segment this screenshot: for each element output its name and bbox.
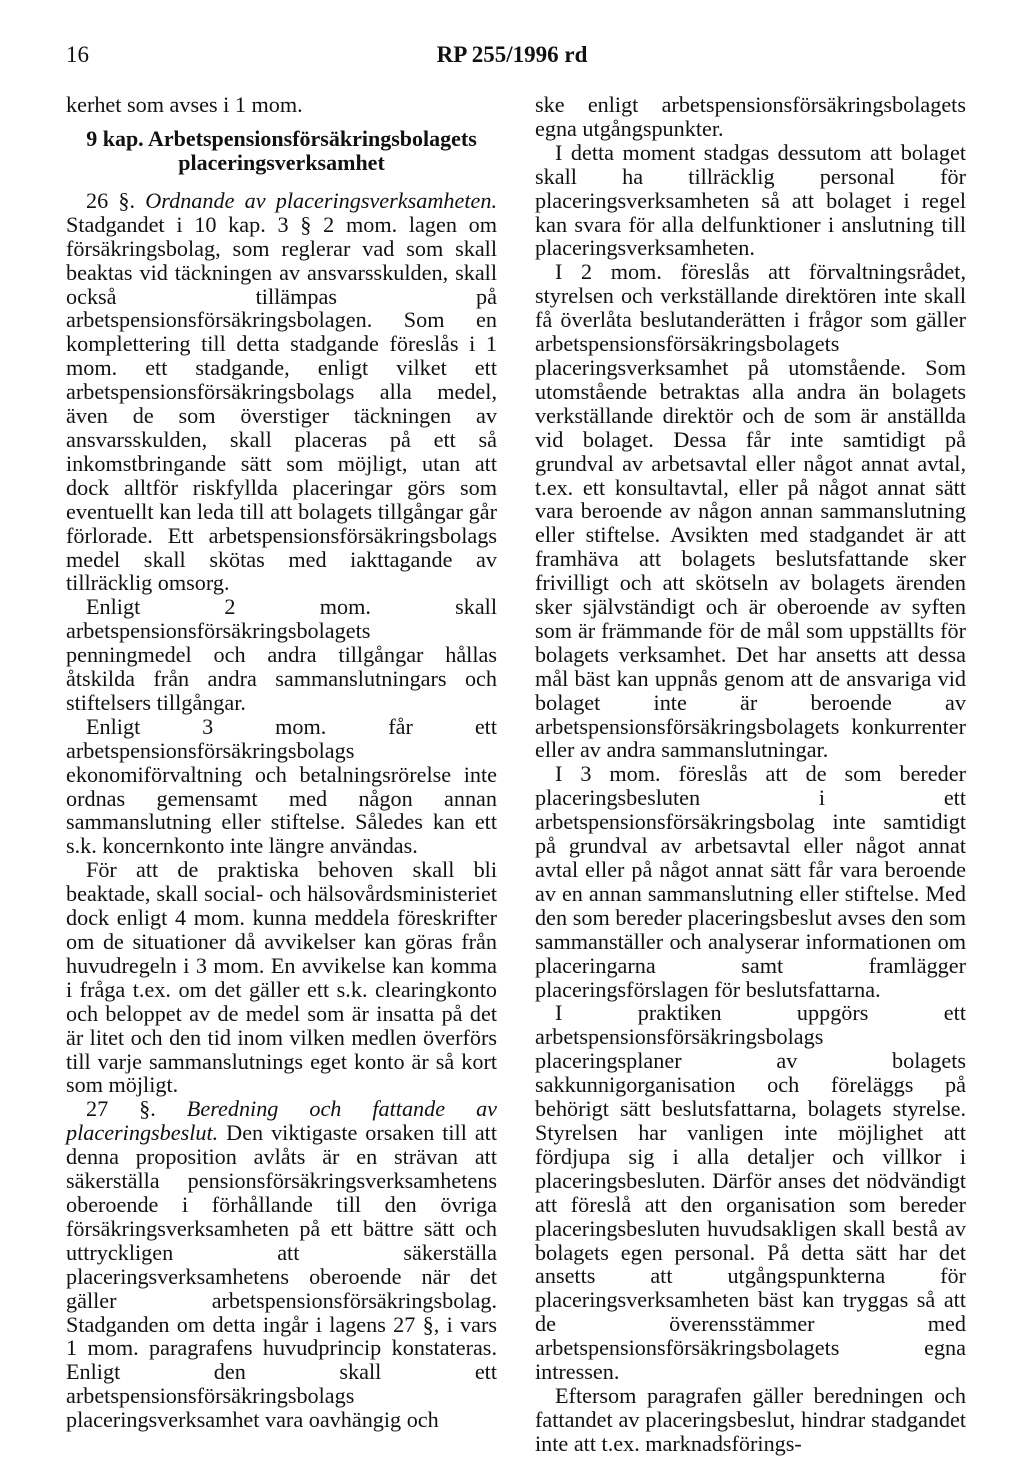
paragraph: I praktiken uppgörs ett arbetspensionsförsäkringsbolags placeringsplaner av bolagets sakkunnigorganisation och föreläggs på behörigt sätt beslutsfattarna, bolagets styrelse. Styrelsen har vanligen inte möjlighet att fördjupa sig i alla detaljer och villkor i placeringsbesluten. Därför anses det nödvändigt att föreslå att den organisation som bereder placeringsbesluten huvudsakligen skall bestå av bolagets egen personal. På detta sätt har det ansetts att utgångspunkterna för placeringsverksamheten bäst kan tryggas så att de överensstämmer med arbetspensionsförsäkringsbolagets egna intressen. bbox=[535, 1000, 966, 1385]
section-body: Den viktigaste orsaken till att denna proposition avlåts är en strävan att säkerställa pensionsförsäkringsverksamhetens oberoende i förhållande till den övriga försäkringsverksamheten på ett bättre sätt och uttryckligen att säkerställa placeringsverksamhetens oberoende när det gäller arbetspensionsförsäkringsbolag. Stadganden om detta ingår i lagens 27 §, i vars 1 mom. paragrafens huvudprincip konstateras. Enligt den skall ett arbetspensionsförsäkringsbolags placeringsverksamhet vara oavhängig och bbox=[66, 1120, 498, 1433]
section-title: Beredning och fattande av placeringsbeslut. bbox=[66, 1096, 498, 1146]
left-column bbox=[66, 93, 497, 1432]
paragraph: I detta moment stadgas dessutom att bolaget skall ha tillräcklig personal för placeringsverksamheten så att bolaget i regel kan svara för alla delfunktioner i anslutning till placeringsverksamheten. bbox=[535, 139, 966, 261]
section-body: Stadgandet i 10 kap. 3 § 2 mom. lagen om försäkringsbolag, som reglerar vad som skall beaktas vid täckningen av ansvarsskulden, skall också tillämpas på arbetspensionsförsäkringsbolagen. Som en komplettering till detta stadgande föreslås i 1 mom. ett stadgande, enligt vilket ett arbetspensionsförsäkringsbolags alla medel, även de som överstiger täckningen av ansvarsskulden, skall placeras på ett så inkomstbringande sätt som möjligt, utan att dock alltför riskfyllda placeringar görs som eventuellt kan leda till att bolagets tillgångar går förlorade. Ett arbetspensionsförsäkringsbolags medel skall skötas med iakttagande av tillräcklig omsorg. bbox=[66, 211, 497, 596]
section-title: Ordnande av placeringsverksamheten. bbox=[145, 187, 497, 213]
paragraph: För att de praktiska behoven skall bli beaktade, skall social- och hälsovårdsministeriet dock enligt 4 mom. kunna meddela föreskrifter om de situationer då avvikelser kan göras från huvudregeln i 3 mom. En avvikelse kan komma i fråga t.ex. om det gäller ett s.k. clearingkonto och beloppet av de medel som är insatta på det är litet och den tid inom vilken medlen överförs till varje sammanslutnings eget konto är så kort som möjligt. bbox=[66, 857, 497, 1098]
paragraph: I 2 mom. föreslås att förvaltningsrådet, styrelsen och verkställande direktören inte skall få överlåta beslutanderätten i frågor som gäller arbetspensionsförsäkringsbolagets placeringsverksamhet på utomstående. Som utomstående betraktas alla andra än bolagets verkställande direktör och de som är anställda vid bolaget. Dessa får inte samtidigt på grundval av arbetsavtal eller något annat avtal, t.ex. ett konsultavtal, eller på något annat sätt vara beroende av någon annan sammanslutning eller stiftelse. Avsikten med stadgandet är att framhäva att bolagets beslutsfattande sker frivilligt och att skötseln av bolagets ärenden sker självständigt och är oberoende av syften som är främmande för de mål som uppställts för bolagets verksamhet. Det har ansetts att dessa mål bäst kan uppnås genom att de ansvariga vid bolaget inte är beroende av arbetspensionsförsäkringsbolagets konkurrenter eller av andra sammanslutningar. bbox=[535, 259, 966, 763]
paragraph: Enligt 2 mom. skall arbetspensionsförsäkringsbolagets penningmedel och andra tillgångar hållas åtskilda från andra sammanslutningars och stiftelsers tillgångar. bbox=[66, 594, 497, 715]
paragraph: Eftersom paragrafen gäller beredningen och fattandet av placeringsbeslut, hindrar stadgandet inte att t.ex. marknadsförings- bbox=[535, 1382, 966, 1456]
right-column bbox=[535, 93, 966, 1456]
section-27 bbox=[66, 1097, 497, 1432]
paragraph: I 3 mom. föreslås att de som bereder placeringsbesluten i ett arbetspensionsförsäkringsbolag inte samtidigt på grundval av arbetsavtal eller något annat avtal eller på något annat sätt får vara beroende av en annan sammanslutning eller stiftelse. Med den som bereder placeringsbeslut avses den som sammanställer och analyserar informationen om placeringarna samt framlägger placeringsförslagen för beslutsfattarna. bbox=[535, 761, 966, 1002]
chapter-heading: 9 kap. Arbetspensionsförsäkringsbolagets placeringsverksamhet bbox=[86, 125, 477, 175]
page-header bbox=[0, 42, 1024, 78]
paragraph: Enligt 3 mom. får ett arbetspensionsförsäkringsbolags ekonomiförvaltning och betalningsrörelse inte ordnas gemensamt med någon annan sammanslutning eller stiftelse. Således kan ett s.k. koncernkonto inte längre användas. bbox=[66, 713, 497, 859]
page-number: 16 bbox=[66, 42, 89, 67]
document-reference: RP 255/1996 rd bbox=[436, 42, 588, 67]
section-number: 26 §. bbox=[86, 187, 136, 213]
paragraph: ske enligt arbetspensionsförsäkringsbolagets egna utgångspunkter. bbox=[535, 92, 966, 141]
section-number: 27 §. bbox=[86, 1096, 156, 1122]
section-26 bbox=[66, 189, 497, 595]
paragraph: kerhet som avses i 1 mom. bbox=[66, 92, 303, 117]
